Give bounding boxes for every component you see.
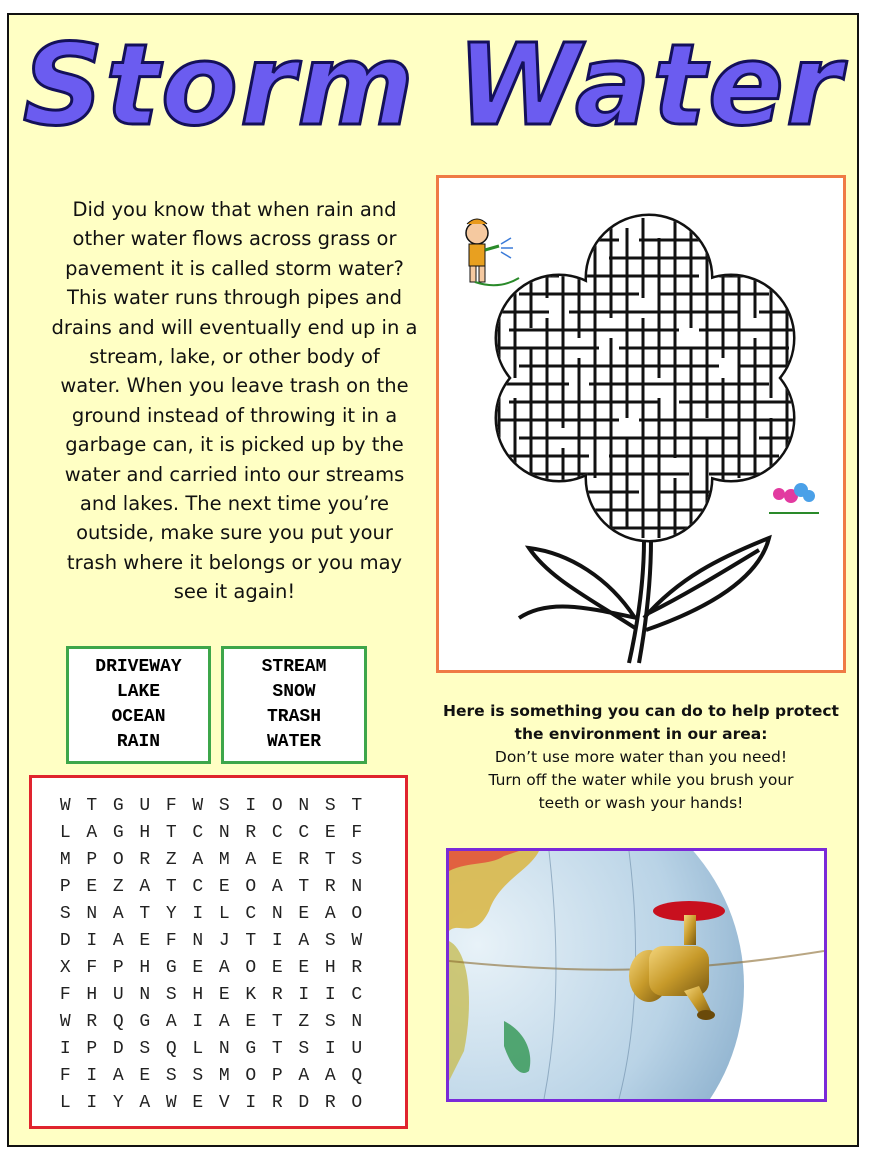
word-bank-word: RAIN bbox=[116, 732, 161, 752]
word-search-letter: W bbox=[59, 1012, 71, 1032]
word-search-letter: A bbox=[112, 904, 124, 924]
word-search-letter: Q bbox=[165, 1039, 177, 1059]
word-search-letter: M bbox=[218, 1066, 230, 1086]
word-search-letter: S bbox=[351, 850, 363, 870]
word-search-letter: A bbox=[271, 877, 283, 897]
word-search-letter: M bbox=[59, 850, 71, 870]
word-search-letter: T bbox=[165, 877, 177, 897]
word-search-letter: A bbox=[112, 1066, 124, 1086]
word-search-letter: O bbox=[271, 796, 283, 816]
word-search-letter: E bbox=[298, 958, 310, 978]
word-search-letter: A bbox=[298, 1066, 310, 1086]
word-search-letter: S bbox=[192, 1066, 204, 1086]
word-search-letter: V bbox=[218, 1093, 230, 1113]
word-search-letter: I bbox=[192, 904, 204, 924]
word-search-letter: C bbox=[271, 823, 283, 843]
flower-maze-panel bbox=[436, 175, 846, 673]
intro-line: garbage can, it is picked up by the bbox=[65, 433, 404, 457]
word-search-letter: F bbox=[351, 823, 363, 843]
word-search-letter: I bbox=[86, 1093, 98, 1113]
word-search-letter: H bbox=[86, 985, 98, 1005]
word-search-letter: A bbox=[324, 904, 336, 924]
word-search-letter: R bbox=[271, 985, 283, 1005]
word-search-letter: J bbox=[218, 931, 230, 951]
word-search-letter: R bbox=[139, 850, 151, 870]
word-search-letter: Q bbox=[112, 1012, 124, 1032]
intro-line: outside, make sure you put your bbox=[76, 521, 393, 545]
word-search-letter: N bbox=[218, 1039, 230, 1059]
word-search-letter: U bbox=[112, 985, 124, 1005]
word-search-letter: N bbox=[271, 904, 283, 924]
word-search-letter: P bbox=[271, 1066, 283, 1086]
word-search-letter: K bbox=[245, 985, 257, 1005]
word-search-letter: H bbox=[324, 958, 336, 978]
word-search-letter: A bbox=[165, 1012, 177, 1032]
word-bank-word: OCEAN bbox=[111, 707, 166, 727]
word-bank-word: LAKE bbox=[116, 682, 161, 702]
word-search-letter: R bbox=[271, 1093, 283, 1113]
word-search-letter: A bbox=[112, 931, 124, 951]
word-search-letter: F bbox=[165, 796, 177, 816]
intro-line: and lakes. The next time you’re bbox=[79, 492, 390, 516]
word-search-letter: E bbox=[139, 1066, 151, 1086]
word-search-letter: R bbox=[86, 1012, 98, 1032]
word-search-letter: C bbox=[192, 823, 204, 843]
word-search-letter: S bbox=[139, 1039, 151, 1059]
word-search-letter: I bbox=[298, 985, 310, 1005]
word-search-letter: G bbox=[165, 958, 177, 978]
word-search-letter: N bbox=[86, 904, 98, 924]
word-search-letter: C bbox=[245, 904, 257, 924]
word-search-letter: T bbox=[271, 1039, 283, 1059]
word-search-letter: L bbox=[59, 1093, 71, 1113]
word-bank-word: DRIVEWAY bbox=[95, 657, 182, 677]
word-search-letter: I bbox=[324, 1039, 336, 1059]
word-search-letter: R bbox=[351, 958, 363, 978]
word-search-letter: A bbox=[139, 877, 151, 897]
word-search-letter: I bbox=[86, 931, 98, 951]
word-search-letter: F bbox=[165, 931, 177, 951]
word-bank-box-2 bbox=[221, 646, 367, 764]
word-search-letter: T bbox=[351, 796, 363, 816]
intro-line: see it again! bbox=[173, 580, 296, 604]
globe-faucet-panel bbox=[446, 848, 827, 1102]
word-search-letter: N bbox=[351, 877, 363, 897]
word-search-letter: N bbox=[351, 1012, 363, 1032]
word-search-letter: E bbox=[218, 985, 230, 1005]
word-search-letter: D bbox=[59, 931, 71, 951]
word-search-letter: P bbox=[86, 1039, 98, 1059]
word-search-letter: Z bbox=[165, 850, 177, 870]
word-search-letter: T bbox=[86, 796, 98, 816]
word-search-letter: E bbox=[271, 958, 283, 978]
word-bank-word: WATER bbox=[266, 732, 321, 752]
word-search-letter: I bbox=[271, 931, 283, 951]
word-search-letter: E bbox=[245, 1012, 257, 1032]
word-search-letter: I bbox=[245, 796, 257, 816]
word-search-letter: T bbox=[139, 904, 151, 924]
word-search-letter: G bbox=[112, 823, 124, 843]
word-search-letter: G bbox=[245, 1039, 257, 1059]
word-search-letter: N bbox=[139, 985, 151, 1005]
word-search-letter: Z bbox=[298, 1012, 310, 1032]
word-search-letter: T bbox=[271, 1012, 283, 1032]
word-search-letter: H bbox=[139, 823, 151, 843]
word-bank-word: STREAM bbox=[261, 657, 327, 677]
word-search-letter: P bbox=[86, 850, 98, 870]
intro-line: other water flows across grass or bbox=[72, 227, 397, 251]
word-search-letter: P bbox=[112, 958, 124, 978]
word-search-letter: W bbox=[351, 931, 363, 951]
tip-heading-line: Here is something you can do to help protect bbox=[443, 702, 839, 720]
bug-and-flowers-icon bbox=[769, 483, 819, 513]
word-search-letter: O bbox=[351, 904, 363, 924]
word-search-letter: H bbox=[192, 985, 204, 1005]
word-search-letter: T bbox=[245, 931, 257, 951]
word-search-letter: Z bbox=[112, 877, 124, 897]
intro-line: ground instead of throwing it in a bbox=[71, 403, 398, 427]
word-search-letter: U bbox=[139, 796, 151, 816]
word-search-letter: N bbox=[298, 796, 310, 816]
boy-with-hose-icon bbox=[466, 219, 519, 285]
word-search-letter: I bbox=[245, 1093, 257, 1113]
flower-maze-illustration bbox=[439, 178, 843, 670]
word-search-letter: C bbox=[298, 823, 310, 843]
tip-body-line: Turn off the water while you brush your bbox=[488, 771, 794, 789]
word-search-letter: U bbox=[351, 1039, 363, 1059]
word-search-letter: M bbox=[218, 850, 230, 870]
word-search-letter: Y bbox=[112, 1093, 124, 1113]
word-search-letter: H bbox=[139, 958, 151, 978]
word-search-letter: N bbox=[218, 823, 230, 843]
word-search-letter: P bbox=[59, 877, 71, 897]
word-search-letter: S bbox=[165, 1066, 177, 1086]
word-search-letter: W bbox=[165, 1093, 177, 1113]
intro-line: This water runs through pipes and bbox=[67, 286, 402, 310]
word-search-letter: L bbox=[192, 1039, 204, 1059]
word-bank-word: SNOW bbox=[272, 682, 316, 702]
word-search-letter: C bbox=[351, 985, 363, 1005]
word-search-letter: G bbox=[112, 796, 124, 816]
globe-with-faucet-illustration bbox=[449, 851, 824, 1099]
intro-line: drains and will eventually end up in a bbox=[51, 315, 418, 339]
word-search-letter: S bbox=[324, 1012, 336, 1032]
word-search-letter: O bbox=[112, 850, 124, 870]
word-search-letter: D bbox=[298, 1093, 310, 1113]
word-search-letter: E bbox=[86, 877, 98, 897]
flower-stem bbox=[519, 538, 769, 663]
intro-line: water. When you leave trash on the bbox=[60, 374, 409, 398]
intro-line: stream, lake, or other body of bbox=[89, 345, 380, 369]
word-search-letter: O bbox=[245, 877, 257, 897]
word-search-letter: F bbox=[59, 985, 71, 1005]
word-search-letter: S bbox=[165, 985, 177, 1005]
word-search-letter: G bbox=[139, 1012, 151, 1032]
word-search-letter: W bbox=[192, 796, 204, 816]
word-search-letter: D bbox=[112, 1039, 124, 1059]
word-search-letter: S bbox=[298, 1039, 310, 1059]
word-search-letter: O bbox=[351, 1093, 363, 1113]
word-search-letter: S bbox=[324, 931, 336, 951]
word-search-letter: E bbox=[271, 850, 283, 870]
word-search-letter: I bbox=[192, 1012, 204, 1032]
intro-line: trash where it belongs or you may bbox=[66, 550, 403, 574]
word-search-letter: I bbox=[324, 985, 336, 1005]
word-search-letter: C bbox=[192, 877, 204, 897]
word-search-letter: R bbox=[245, 823, 257, 843]
word-search-letter: N bbox=[192, 931, 204, 951]
word-search-letter: I bbox=[86, 1066, 98, 1086]
word-search-letter: F bbox=[86, 958, 98, 978]
word-search-letter: L bbox=[218, 904, 230, 924]
word-search-letter: A bbox=[324, 1066, 336, 1086]
tip-body-line: teeth or wash your hands! bbox=[538, 794, 744, 812]
word-search-letter: T bbox=[298, 877, 310, 897]
word-search-letter: A bbox=[218, 1012, 230, 1032]
word-search-letter: E bbox=[139, 931, 151, 951]
word-search-letter: E bbox=[324, 823, 336, 843]
word-search-letter: A bbox=[218, 958, 230, 978]
word-search-letter: A bbox=[245, 850, 257, 870]
word-search-grid bbox=[52, 796, 370, 1120]
intro-paragraph bbox=[37, 195, 432, 607]
word-search-letter: Y bbox=[165, 904, 177, 924]
word-search-letter: A bbox=[139, 1093, 151, 1113]
word-bank-box-1 bbox=[66, 646, 211, 764]
word-search-letter: S bbox=[59, 904, 71, 924]
word-search-letter: A bbox=[298, 931, 310, 951]
intro-line: pavement it is called storm water? bbox=[65, 256, 404, 280]
word-search-letter: Q bbox=[351, 1066, 363, 1086]
intro-line: Did you know that when rain and bbox=[72, 198, 397, 221]
word-search-letter: O bbox=[245, 1066, 257, 1086]
word-search-letter: S bbox=[324, 796, 336, 816]
word-search-letter: T bbox=[165, 823, 177, 843]
word-search-letter: S bbox=[218, 796, 230, 816]
page-title: Storm Water bbox=[22, 21, 844, 151]
word-search-letter: L bbox=[59, 823, 71, 843]
word-search-letter: R bbox=[324, 877, 336, 897]
word-search-letter: W bbox=[59, 796, 71, 816]
word-search-letter: E bbox=[192, 958, 204, 978]
word-search-letter: T bbox=[324, 850, 336, 870]
word-search-letter: F bbox=[59, 1066, 71, 1086]
word-search-letter: A bbox=[192, 850, 204, 870]
word-search-letter: A bbox=[86, 823, 98, 843]
word-search-letter: E bbox=[298, 904, 310, 924]
word-search-letter: E bbox=[218, 877, 230, 897]
tip-heading-line: the environment in our area: bbox=[514, 725, 768, 743]
word-search-letter: I bbox=[59, 1039, 71, 1059]
word-search-letter: O bbox=[245, 958, 257, 978]
intro-line: water and carried into our streams bbox=[64, 462, 405, 486]
environment-tip bbox=[436, 700, 846, 815]
word-search-panel bbox=[29, 775, 408, 1129]
word-bank-word: TRASH bbox=[266, 707, 321, 727]
word-search-letter: R bbox=[298, 850, 310, 870]
word-search-letter: E bbox=[192, 1093, 204, 1113]
word-search-letter: X bbox=[59, 958, 71, 978]
worksheet-page bbox=[7, 13, 859, 1147]
tip-body-line: Don’t use more water than you need! bbox=[494, 748, 788, 766]
word-search-letter: R bbox=[324, 1093, 336, 1113]
